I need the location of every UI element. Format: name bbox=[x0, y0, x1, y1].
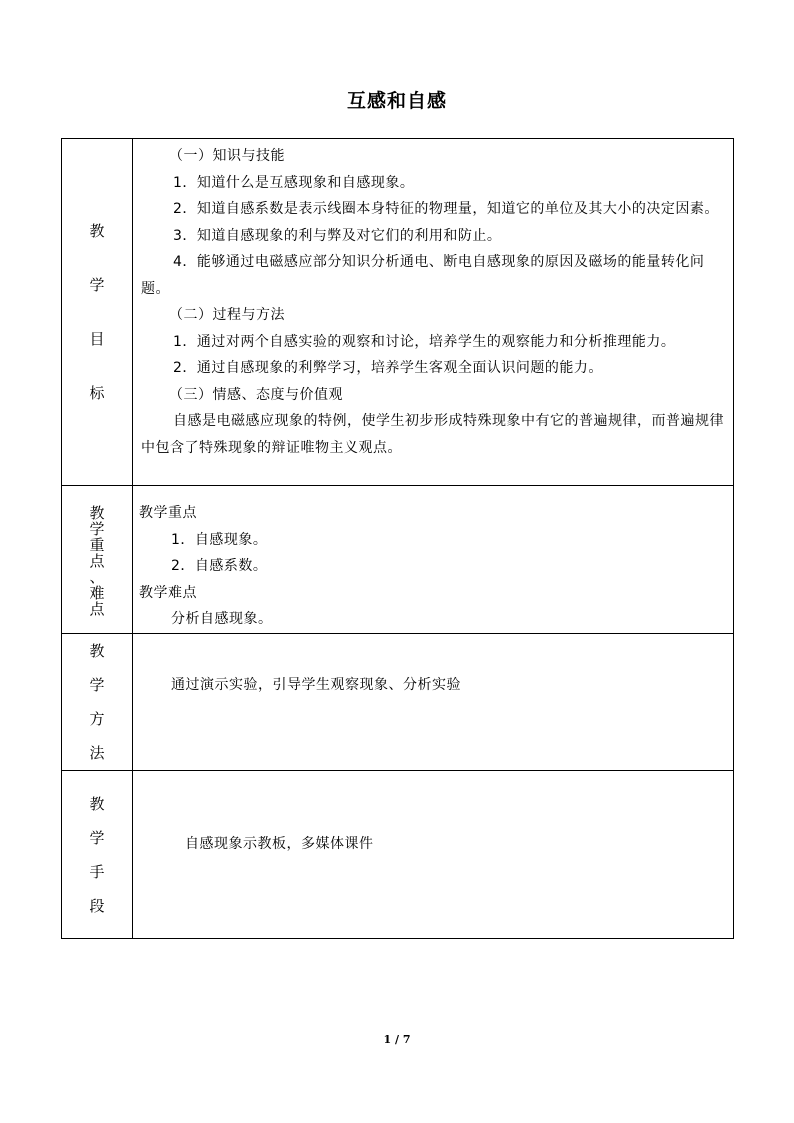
document-title: 互感和自感 bbox=[346, 90, 447, 112]
label-teaching-goals bbox=[62, 139, 133, 486]
teaching-method-text: 通过演示实验，引导学生观察现象、分析实验 bbox=[171, 677, 461, 693]
label-char: 、 bbox=[89, 567, 105, 586]
content-teaching-method bbox=[133, 634, 734, 771]
goal-item: 自感是电磁感应现象的特例，使学生初步形成特殊现象中有它的普遍规律，而普遍规律中包含了特殊现象的辩证唯物主义观点。 bbox=[141, 413, 724, 456]
section-heading: （三）情感、态度与价值观 bbox=[169, 386, 343, 403]
row-teaching-method bbox=[62, 634, 734, 771]
label-teaching-means bbox=[62, 771, 133, 939]
label-key-points bbox=[62, 486, 133, 634]
label-char: 教 bbox=[89, 642, 105, 660]
label-char: 学 bbox=[89, 519, 105, 538]
label-char: 学 bbox=[89, 828, 105, 847]
content-key-points bbox=[133, 486, 734, 634]
key-points-heading: 教学重点 bbox=[139, 505, 197, 521]
label-char: 难 bbox=[89, 583, 105, 602]
label-teaching-method bbox=[62, 634, 133, 771]
label-char: 点 bbox=[89, 599, 105, 618]
label-char: 标 bbox=[89, 384, 105, 402]
label-char: 手 bbox=[89, 862, 105, 881]
label-char: 段 bbox=[89, 896, 105, 915]
section-heading: （二）过程与方法 bbox=[169, 307, 285, 323]
label-char: 目 bbox=[89, 330, 105, 348]
goal-item: 1．知道什么是互感现象和自感现象。 bbox=[173, 174, 415, 191]
label-char: 教 bbox=[89, 794, 105, 813]
row-teaching-means bbox=[62, 771, 734, 939]
teaching-means-text: 自感现象示教板，多媒体课件 bbox=[185, 836, 374, 852]
difficult-points-heading: 教学难点 bbox=[139, 584, 197, 601]
lesson-plan-table bbox=[61, 138, 734, 939]
row-teaching-goals bbox=[62, 139, 734, 486]
goal-item: 3．知道自感现象的利与弊及对它们的利用和防止。 bbox=[173, 227, 502, 244]
label-char: 学 bbox=[89, 676, 105, 694]
row-key-points bbox=[62, 486, 734, 634]
difficult-point-item: 分析自感现象。 bbox=[171, 611, 273, 627]
goal-item: 2．通过自感现象的利弊学习，培养学生客观全面认识问题的能力。 bbox=[173, 360, 603, 376]
content-teaching-means bbox=[133, 771, 734, 939]
section-heading: （一）知识与技能 bbox=[169, 148, 285, 164]
goal-item: 4．能够通过电磁感应部分知识分析通电、断电自感现象的原因及磁场的能量转化问题。 bbox=[141, 254, 705, 297]
page-number: 1 / 7 bbox=[383, 1033, 411, 1046]
label-char: 方 bbox=[89, 710, 105, 728]
goal-item: 2．知道自感系数是表示线圈本身特征的物理量，知道它的单位及其大小的决定因素。 bbox=[173, 201, 719, 217]
goal-item: 1．通过对两个自感实验的观察和讨论，培养学生的观察能力和分析推理能力。 bbox=[173, 333, 676, 350]
label-char: 点 bbox=[89, 551, 105, 570]
content-teaching-goals bbox=[133, 139, 734, 486]
label-char: 教 bbox=[89, 222, 105, 240]
key-point-item: 1．自感现象。 bbox=[171, 531, 268, 548]
label-char: 学 bbox=[89, 276, 105, 294]
key-point-item: 2．自感系数。 bbox=[171, 558, 268, 574]
label-char: 教 bbox=[89, 503, 105, 522]
label-char: 法 bbox=[89, 744, 105, 762]
label-char: 重 bbox=[89, 535, 105, 554]
